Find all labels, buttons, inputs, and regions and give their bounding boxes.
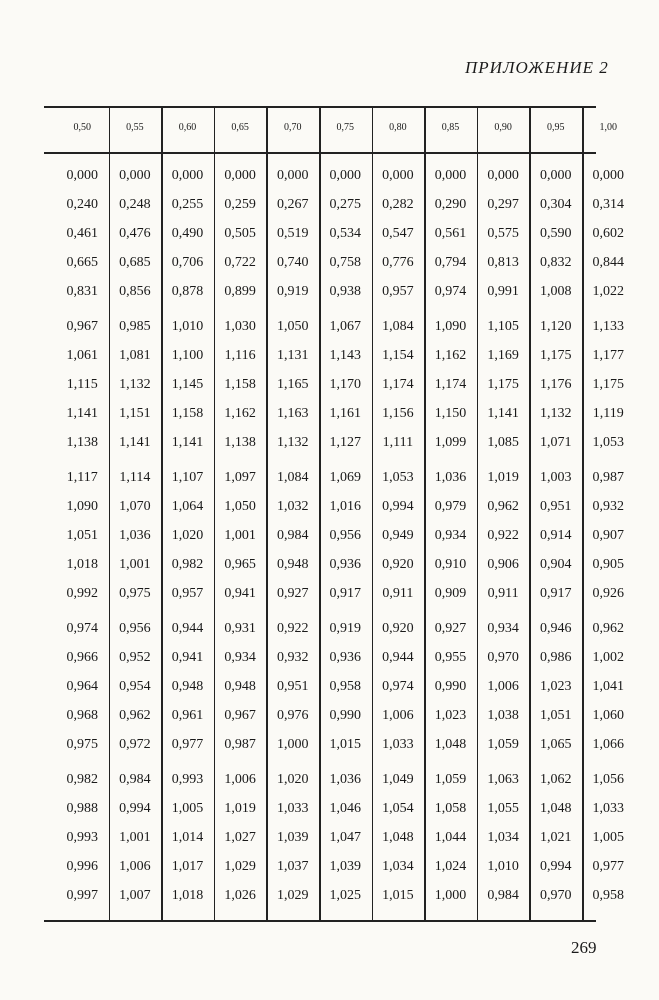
table-cell: 0,985: [119, 319, 151, 334]
table-cell: 0,984: [119, 772, 151, 787]
table-cell: 1,003: [539, 470, 572, 485]
table-cell: 1,006: [487, 679, 519, 694]
table-cell: 1,015: [329, 737, 362, 752]
table-cell: 1,117: [66, 470, 98, 485]
page-header: ПРИЛОЖЕНИЕ 2: [465, 58, 609, 77]
table-cell: 1,115: [66, 377, 98, 392]
table-cell: 1,033: [382, 737, 414, 752]
table-cell: 0,936: [329, 557, 362, 572]
table-cell: 1,029: [276, 888, 309, 903]
table-cell: 0,984: [276, 528, 309, 543]
table-cell: 0,968: [66, 708, 99, 723]
table-cell: 0,240: [66, 197, 99, 212]
table-cell: 0,977: [171, 737, 204, 752]
table-cell: 0,996: [66, 859, 99, 874]
table-cell: 1,039: [329, 859, 362, 874]
table-cell: 1,090: [434, 319, 467, 334]
table-cell: 0,919: [329, 621, 362, 636]
column-header: 0,65: [231, 122, 249, 133]
table-cell: 0,919: [276, 284, 309, 299]
table-cell: 1,090: [66, 499, 99, 514]
table-cell: 1,001: [119, 557, 151, 572]
table-cell: 1,141: [487, 406, 519, 421]
table-cell: 0,248: [119, 197, 151, 212]
table-cell: 1,100: [171, 348, 204, 363]
table-cell: 1,119: [592, 406, 624, 421]
table-cell: 1,036: [329, 772, 362, 787]
table-cell: 1,044: [434, 830, 467, 845]
table-cell: 1,143: [329, 348, 362, 363]
table-cell: 1,133: [592, 319, 625, 334]
table-cell: 0,951: [539, 499, 572, 514]
table-cell: 0,949: [382, 528, 414, 543]
table-cell: 0,957: [382, 284, 414, 299]
table-cell: 1,020: [171, 528, 204, 543]
table-cell: 0,490: [171, 226, 204, 241]
table-cell: 1,099: [434, 435, 467, 450]
table-cell: 0,990: [434, 679, 467, 694]
table-cell: 1,170: [329, 377, 362, 392]
table-cell: 0,813: [487, 255, 519, 270]
table-cell: 0,975: [119, 586, 151, 601]
table-cell: 1,162: [224, 406, 256, 421]
table-cell: 0,282: [382, 197, 414, 212]
table-cell: 0,922: [276, 621, 309, 636]
table-cell: 0,934: [487, 621, 519, 636]
table-cell: 0,951: [276, 679, 309, 694]
table-cell: 0,000: [382, 168, 414, 183]
column-header: 0,85: [441, 122, 460, 133]
table-cell: 0,575: [487, 226, 519, 241]
table-cell: 1,018: [171, 888, 204, 903]
table-cell: 0,878: [171, 284, 204, 299]
table-cell: 0,856: [119, 284, 151, 299]
table-cell: 1,029: [224, 859, 256, 874]
table-cell: 1,021: [539, 830, 572, 845]
table-cell: 1,022: [592, 284, 625, 299]
table-cell: 1,138: [66, 435, 99, 450]
table-cell: 1,048: [539, 801, 572, 816]
table-cell: 1,018: [66, 557, 99, 572]
table-cell: 0,519: [276, 226, 309, 241]
table-cell: 1,048: [382, 830, 414, 845]
table-cell: 1,046: [329, 801, 362, 816]
table-cell: 0,931: [224, 621, 256, 636]
table-cell: 0,941: [171, 650, 204, 665]
table-cell: 0,776: [382, 255, 414, 270]
table-cell: 0,909: [434, 586, 467, 601]
table-cell: 0,000: [276, 168, 309, 183]
table-cell: 0,974: [66, 621, 99, 636]
table-cell: 0,685: [119, 255, 151, 270]
table-cell: 0,932: [276, 650, 309, 665]
table-cell: 0,992: [66, 586, 99, 601]
table-cell: 1,049: [382, 772, 414, 787]
table-cell: 1,038: [487, 708, 519, 723]
table-cell: 1,116: [224, 348, 256, 363]
table-cell: 0,911: [382, 586, 414, 601]
table-cell: 1,041: [592, 679, 625, 694]
table-cell: 1,050: [276, 319, 309, 334]
table-cell: 0,997: [66, 888, 99, 903]
table-cell: 0,706: [171, 255, 204, 270]
table-cell: 1,107: [171, 470, 204, 485]
table-cell: 1,034: [487, 830, 519, 845]
table-cell: 0,905: [592, 557, 625, 572]
table-cell: 1,105: [487, 319, 519, 334]
table-cell: 1,059: [434, 772, 467, 787]
table-cell: 1,175: [592, 377, 625, 392]
table-cell: 1,033: [276, 801, 309, 816]
table-cell: 1,007: [119, 888, 151, 903]
table-cell: 1,150: [434, 406, 467, 421]
table-cell: 1,058: [434, 801, 467, 816]
table-cell: 0,967: [66, 319, 99, 334]
table-cell: 1,084: [382, 319, 414, 334]
table-cell: 0,832: [539, 255, 572, 270]
table-cell: 0,906: [487, 557, 519, 572]
table-cell: 0,911: [487, 586, 519, 601]
table-cell: 0,000: [171, 168, 204, 183]
table-cell: 1,120: [539, 319, 572, 334]
table-cell: 0,547: [382, 226, 414, 241]
table-cell: 0,975: [66, 737, 99, 752]
table-cell: 1,055: [487, 801, 519, 816]
table-cell: 1,061: [66, 348, 99, 363]
table-cell: 0,961: [171, 708, 204, 723]
table-cell: 1,163: [276, 406, 309, 421]
table-cell: 1,114: [119, 470, 151, 485]
table-cell: 1,054: [382, 801, 414, 816]
column-header: 0,75: [336, 122, 355, 133]
table-cell: 0,967: [224, 708, 256, 723]
table-cell: 1,158: [224, 377, 256, 392]
table-cell: 0,982: [171, 557, 204, 572]
table-cell: 1,053: [592, 435, 625, 450]
table-cell: 0,974: [382, 679, 414, 694]
table-cell: 0,941: [224, 586, 256, 601]
table-cell: 1,039: [276, 830, 309, 845]
table-cell: 0,602: [592, 226, 625, 241]
table-cell: 0,275: [329, 197, 362, 212]
column-header: 0,60: [178, 122, 197, 133]
table-cell: 1,036: [434, 470, 467, 485]
table-cell: 1,006: [119, 859, 151, 874]
table-cell: 0,255: [171, 197, 204, 212]
table-cell: 0,970: [539, 888, 572, 903]
table-cell: 0,948: [171, 679, 204, 694]
table-cell: 0,976: [276, 708, 309, 723]
table-cell: 0,970: [487, 650, 519, 665]
table-cell: 0,938: [329, 284, 362, 299]
table-cell: 1,062: [539, 772, 572, 787]
table-cell: 1,034: [382, 859, 414, 874]
table-cell: 1,141: [66, 406, 99, 421]
table-cell: 0,844: [592, 255, 625, 270]
table-cell: 0,972: [119, 737, 151, 752]
table-cell: 1,025: [329, 888, 362, 903]
table-cell: 0,259: [224, 197, 256, 212]
table-cell: 0,964: [66, 679, 99, 694]
column-header: 0,90: [494, 122, 512, 133]
table-cell: 1,053: [382, 470, 414, 485]
table-cell: 0,957: [171, 586, 204, 601]
table-cell: 1,154: [382, 348, 414, 363]
table-cell: 0,984: [487, 888, 519, 903]
table-cell: 1,151: [119, 406, 151, 421]
table-cell: 0,907: [592, 528, 625, 543]
table-cell: 0,740: [276, 255, 309, 270]
table-cell: 1,020: [276, 772, 309, 787]
table-cell: 0,962: [119, 708, 151, 723]
table-cell: 0,910: [434, 557, 467, 572]
table-cell: 1,059: [487, 737, 519, 752]
table-cell: 1,023: [434, 708, 467, 723]
table-cell: 1,127: [329, 435, 362, 450]
table-cell: 1,023: [539, 679, 572, 694]
table-cell: 1,175: [539, 348, 572, 363]
table-cell: 0,958: [592, 888, 625, 903]
table-cell: 0,982: [66, 772, 99, 787]
table-cell: 1,156: [382, 406, 414, 421]
table-cell: 0,993: [66, 830, 99, 845]
table-cell: 0,977: [592, 859, 625, 874]
table-cell: 0,926: [592, 586, 625, 601]
table-cell: 1,026: [224, 888, 256, 903]
table-cell: 0,932: [592, 499, 625, 514]
table-cell: 0,000: [487, 168, 519, 183]
table-cell: 1,006: [382, 708, 414, 723]
table-cell: 1,158: [171, 406, 204, 421]
table-cell: 0,936: [329, 650, 362, 665]
table-cell: 1,006: [224, 772, 256, 787]
table-cell: 0,958: [329, 679, 362, 694]
table-cell: 1,141: [171, 435, 204, 450]
table-cell: 0,927: [434, 621, 467, 636]
table-cell: 0,962: [487, 499, 519, 514]
table-cell: 0,461: [66, 226, 99, 241]
table-cell: 1,050: [224, 499, 256, 514]
table-cell: 1,138: [224, 435, 256, 450]
table-cell: 1,001: [119, 830, 151, 845]
table-cell: 1,065: [539, 737, 572, 752]
table-cell: 1,069: [329, 470, 362, 485]
table-cell: 0,904: [539, 557, 572, 572]
table-cell: 0,534: [329, 226, 362, 241]
table-cell: 1,019: [487, 470, 519, 485]
table-cell: 1,002: [592, 650, 625, 665]
table-cell: 1,165: [276, 377, 309, 392]
table-cell: 0,000: [119, 168, 151, 183]
table-cell: 0,962: [592, 621, 625, 636]
table-cell: 0,965: [224, 557, 256, 572]
table-cell: 0,987: [224, 737, 256, 752]
table-cell: 1,097: [224, 470, 256, 485]
table-cell: 0,946: [539, 621, 572, 636]
page-number: 269: [571, 938, 597, 957]
table-cell: 1,174: [434, 377, 467, 392]
table-cell: 0,290: [434, 197, 467, 212]
table-cell: 0,267: [276, 197, 309, 212]
table-cell: 1,081: [119, 348, 151, 363]
table-cell: 1,010: [487, 859, 519, 874]
table-cell: 1,051: [66, 528, 99, 543]
table-cell: 1,001: [224, 528, 256, 543]
table-cell: 1,024: [434, 859, 467, 874]
table-cell: 0,917: [329, 586, 362, 601]
table-cell: 0,476: [119, 226, 151, 241]
table-cell: 0,948: [276, 557, 309, 572]
table-cell: 0,590: [539, 226, 572, 241]
table-cell: 0,944: [382, 650, 414, 665]
table-cell: 0,987: [592, 470, 625, 485]
table-cell: 0,956: [329, 528, 362, 543]
table-cell: 1,015: [382, 888, 414, 903]
table-cell: 0,954: [119, 679, 151, 694]
table-cell: 0,561: [434, 226, 467, 241]
table-cell: 0,934: [224, 650, 256, 665]
table-cell: 0,986: [539, 650, 572, 665]
table-cell: 1,016: [329, 499, 362, 514]
table-cell: 1,008: [539, 284, 572, 299]
table-cell: 0,758: [329, 255, 362, 270]
column-header: 0,50: [73, 122, 92, 133]
table-cell: 1,141: [119, 435, 151, 450]
table-cell: 0,920: [382, 621, 414, 636]
table-cell: 0,914: [539, 528, 572, 543]
column-header: 1,00: [599, 122, 618, 133]
table-cell: 0,000: [66, 168, 99, 183]
table-cell: 1,036: [119, 528, 151, 543]
column-header: 0,70: [283, 122, 302, 133]
table-cell: 1,014: [171, 830, 204, 845]
table-cell: 0,000: [329, 168, 362, 183]
table-cell: 1,132: [539, 406, 572, 421]
table-cell: 0,314: [592, 197, 625, 212]
table-cell: 0,831: [66, 284, 99, 299]
table-cell: 1,176: [539, 377, 572, 392]
table-cell: 1,066: [592, 737, 625, 752]
table-cell: 1,071: [539, 435, 572, 450]
table-cell: 0,922: [487, 528, 519, 543]
table-cell: 0,934: [434, 528, 467, 543]
table-cell: 0,956: [119, 621, 151, 636]
table-cell: 1,000: [276, 737, 309, 752]
table-cell: 0,000: [592, 168, 625, 183]
table-cell: 1,111: [382, 435, 414, 450]
table-cell: 0,990: [329, 708, 362, 723]
column-header: 0,55: [126, 122, 144, 133]
table-cell: 0,952: [119, 650, 151, 665]
table-cell: 0,966: [66, 650, 99, 665]
table-cell: 1,161: [329, 406, 362, 421]
table-cell: 0,920: [382, 557, 414, 572]
table-cell: 0,993: [171, 772, 204, 787]
table-cell: 0,304: [539, 197, 572, 212]
table-cell: 1,017: [171, 859, 204, 874]
table-cell: 1,067: [329, 319, 362, 334]
table-cell: 1,005: [171, 801, 204, 816]
table-cell: 0,917: [539, 586, 572, 601]
table-cell: 0,927: [276, 586, 309, 601]
table-cell: 1,131: [276, 348, 309, 363]
table-cell: 0,979: [434, 499, 467, 514]
table-cell: 1,005: [592, 830, 625, 845]
table-cell: 1,085: [487, 435, 519, 450]
table-cell: 0,991: [487, 284, 519, 299]
table-cell: 1,010: [171, 319, 204, 334]
table-cell: 0,955: [434, 650, 467, 665]
table-cell: 1,048: [434, 737, 467, 752]
table-cell: 1,047: [329, 830, 362, 845]
table-cell: 1,169: [487, 348, 519, 363]
table-cell: 0,994: [119, 801, 151, 816]
table-cell: 0,994: [539, 859, 572, 874]
table-cell: 0,000: [434, 168, 467, 183]
table-cell: 1,177: [592, 348, 625, 363]
table-cell: 1,070: [119, 499, 151, 514]
table-cell: 1,000: [434, 888, 467, 903]
table-cell: 0,000: [224, 168, 256, 183]
table-cell: 1,175: [487, 377, 519, 392]
table-cell: 1,132: [119, 377, 151, 392]
table-cell: 0,948: [224, 679, 256, 694]
table-cell: 1,030: [224, 319, 256, 334]
table-cell: 1,132: [276, 435, 309, 450]
column-header: 0,95: [546, 122, 565, 133]
table-cell: 1,084: [276, 470, 309, 485]
table-cell: 1,019: [224, 801, 256, 816]
table-cell: 1,032: [276, 499, 309, 514]
table-cell: 0,944: [171, 621, 204, 636]
table-cell: 1,064: [171, 499, 204, 514]
table-cell: 0,794: [434, 255, 467, 270]
column-header: 0,80: [389, 122, 407, 133]
table-cell: 0,665: [66, 255, 99, 270]
table-cell: 0,722: [224, 255, 256, 270]
table-cell: 0,000: [539, 168, 572, 183]
table-cell: 1,056: [592, 772, 625, 787]
table-cell: 1,174: [382, 377, 414, 392]
table-cell: 1,033: [592, 801, 625, 816]
table-cell: 1,162: [434, 348, 467, 363]
table-cell: 1,027: [224, 830, 256, 845]
table-cell: 0,994: [382, 499, 414, 514]
table-cell: 1,060: [592, 708, 625, 723]
table-cell: 1,145: [171, 377, 204, 392]
table-cell: 0,974: [434, 284, 467, 299]
table-cell: 0,988: [66, 801, 99, 816]
table-cell: 1,051: [539, 708, 572, 723]
table-cell: 1,037: [276, 859, 309, 874]
table-cell: 0,297: [487, 197, 519, 212]
table-bottom-rule: [44, 920, 596, 922]
table-cell: 0,505: [224, 226, 256, 241]
table-cell: 1,063: [487, 772, 519, 787]
table-cell: 0,899: [224, 284, 256, 299]
